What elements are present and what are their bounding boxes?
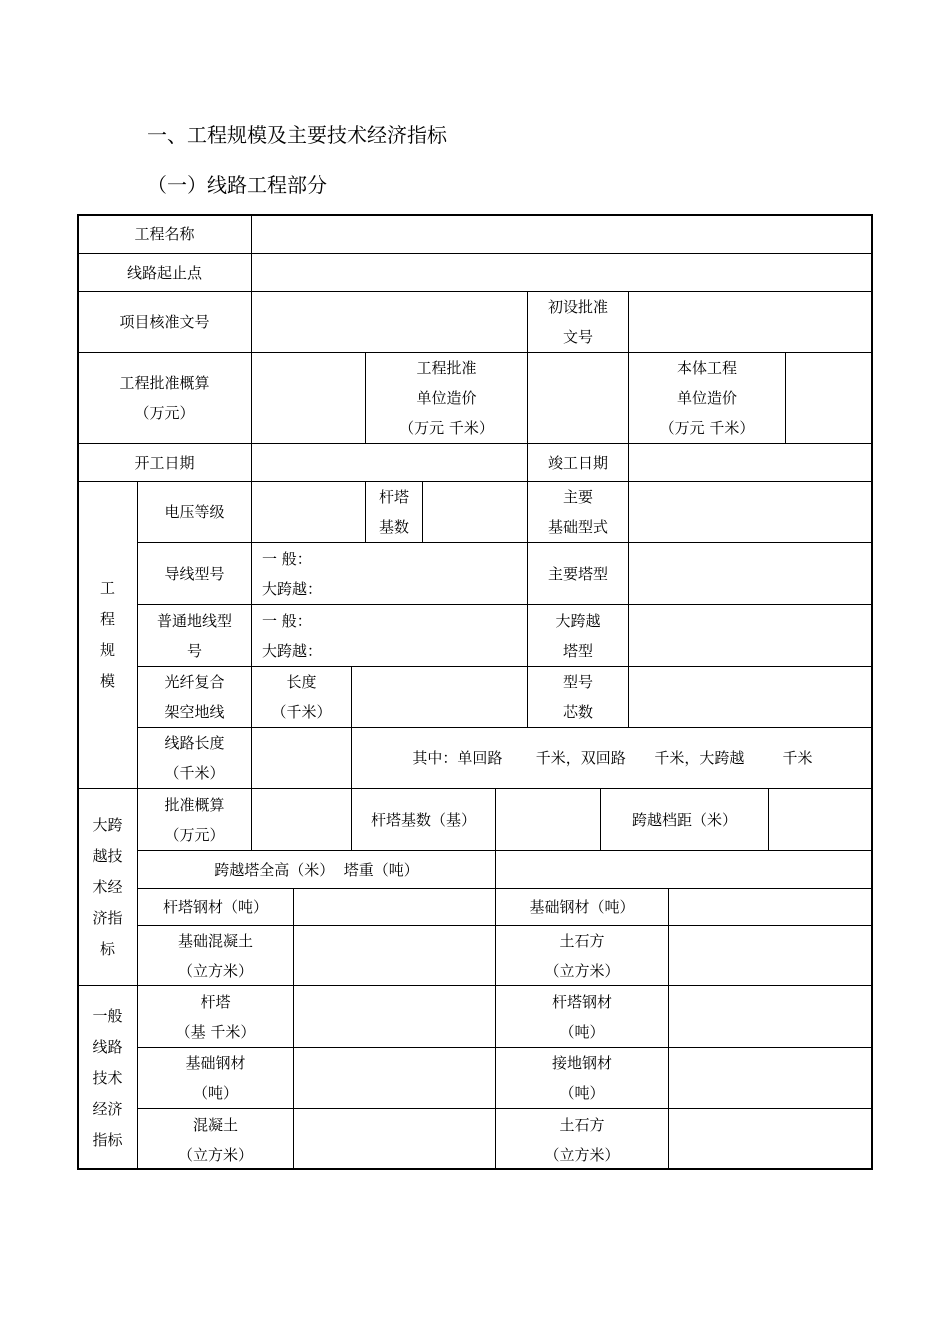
crossing-tower-value[interactable] [495,850,873,888]
general-foundation-steel-label: 基础钢材 （吨） [137,1047,293,1108]
subsection-heading: （一）线路工程部分 [147,173,327,197]
start-date-label: 开工日期 [77,443,251,481]
tower-steel-value[interactable] [293,888,495,925]
general-tower-value[interactable] [293,985,495,1047]
span-distance-value[interactable] [768,788,873,850]
conductor-type-value[interactable]: 一 般： 大跨越： [251,542,527,604]
earthwork-value[interactable] [668,925,873,985]
prelim-approval-doc-value[interactable] [628,291,873,352]
big-span-tower-type-label: 大跨越 塔型 [527,604,628,666]
big-span-tower-count-value[interactable] [495,788,600,850]
approved-unit-cost-label: 工程批准 单位造价 （万元 千米） [365,352,527,443]
approved-budget-value[interactable] [251,352,365,443]
body-unit-cost-label: 本体工程 单位造价 （万元 千米） [628,352,785,443]
main-tower-type-value[interactable] [628,542,873,604]
tower-count-label: 杆塔 基数 [365,481,422,542]
general-tower-label: 杆塔 （基 千米） [137,985,293,1047]
general-earthwork-value[interactable] [668,1108,873,1170]
foundation-steel-label: 基础钢材（吨） [495,888,668,925]
opgw-length-label: 长度 （千米） [251,666,351,727]
earthwork-label: 土石方 （立方米） [495,925,668,985]
project-name-value[interactable] [251,214,873,253]
opgw-model-cores-label: 型号 芯数 [527,666,628,727]
big-span-tower-count-label: 杆塔基数（基） [351,788,495,850]
ground-wire-type-label: 普通地线型 号 [137,604,251,666]
opgw-model-cores-value[interactable] [628,666,873,727]
general-tower-steel-label: 杆塔钢材 （吨） [495,985,668,1047]
completion-date-label: 竣工日期 [527,443,628,481]
approval-doc-label: 项目核准文号 [77,291,251,352]
completion-date-value[interactable] [628,443,873,481]
grounding-steel-value[interactable] [668,1047,873,1108]
line-length-label: 线路长度 （千米） [137,727,251,788]
general-foundation-steel-value[interactable] [293,1047,495,1108]
voltage-level-label: 电压等级 [137,481,251,542]
approval-doc-value[interactable] [251,291,527,352]
general-concrete-label: 混凝土 （立方米） [137,1108,293,1170]
crossing-tower-label: 跨越塔全高（米） 塔重（吨） [137,850,495,888]
opgw-length-value[interactable] [351,666,527,727]
main-tower-type-label: 主要塔型 [527,542,628,604]
scale-group-label: 工 程 规 模 [77,481,137,788]
general-earthwork-label: 土石方 （立方米） [495,1108,668,1170]
project-name-label: 工程名称 [77,214,251,253]
approved-budget-label: 工程批准概算 （万元） [77,352,251,443]
main-foundation-type-value[interactable] [628,481,873,542]
general-concrete-value[interactable] [293,1108,495,1170]
body-unit-cost-value[interactable] [785,352,873,443]
ground-wire-type-value[interactable]: 一 般： 大跨越： [251,604,527,666]
line-length-value[interactable] [251,727,351,788]
line-endpoints-value[interactable] [251,253,873,291]
tower-count-value[interactable] [422,481,527,542]
prelim-approval-doc-label: 初设批准 文号 [527,291,628,352]
line-length-breakdown: 其中：单回路 千米，双回路 千米，大跨越 千米 [351,727,873,788]
line-endpoints-label: 线路起止点 [77,253,251,291]
big-span-budget-value[interactable] [251,788,351,850]
voltage-level-value[interactable] [251,481,365,542]
conductor-type-label: 导线型号 [137,542,251,604]
section-heading: 一、工程规模及主要技术经济指标 [147,123,447,147]
approved-unit-cost-value[interactable] [527,352,628,443]
foundation-concrete-label: 基础混凝土 （立方米） [137,925,293,985]
foundation-concrete-value[interactable] [293,925,495,985]
tower-steel-label: 杆塔钢材（吨） [137,888,293,925]
general-tower-steel-value[interactable] [668,985,873,1047]
start-date-value[interactable] [251,443,527,481]
span-distance-label: 跨越档距（米） [600,788,768,850]
big-span-group-label: 大跨 越技 术经 济指 标 [77,788,137,985]
grounding-steel-label: 接地钢材 （吨） [495,1047,668,1108]
opgw-label: 光纤复合 架空地线 [137,666,251,727]
big-span-tower-type-value[interactable] [628,604,873,666]
general-group-label: 一般 线路 技术 经济 指标 [77,985,137,1170]
big-span-budget-label: 批准概算 （万元） [137,788,251,850]
main-foundation-type-label: 主要 基础型式 [527,481,628,542]
foundation-steel-value[interactable] [668,888,873,925]
